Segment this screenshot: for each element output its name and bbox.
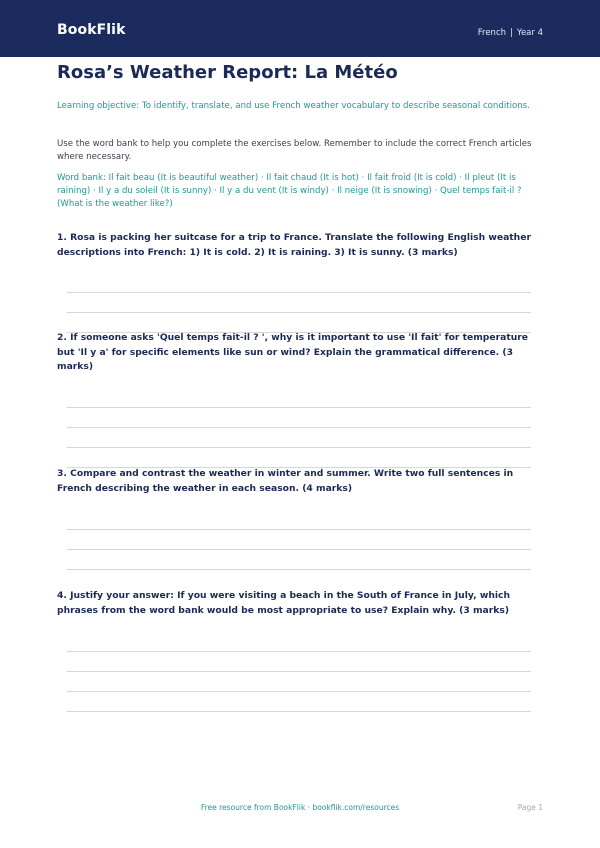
word-bank: Word bank: Il fait beau (It is beautiful weather) · Il fait chaud (It is hot) · Il fait froid (It is cold) · Il pleut (It is raining) · Il y a du soleil (It is sunny) · Il y a du vent (It is windy) · Il neige (It is snowing) · Quel temps fait-il ? (What is the weather like?) xyxy=(57,173,522,209)
instructions-text: Use the word bank to help you complete the exercises below. Remember to include the correct French articles where necessary. xyxy=(57,139,532,162)
answer-line[interactable] xyxy=(67,427,531,428)
year-label: Year 4 xyxy=(516,28,543,38)
separator: | xyxy=(510,28,513,38)
question-2: 2. If someone asks 'Quel temps fait-il ? ', why is it important to use 'Il fait' for temperature but 'Il y a' for specific elements like sun or wind? Explain the grammatical difference. (3 marks) xyxy=(57,332,529,372)
brand-logo[interactable]: BookFlik xyxy=(57,22,126,38)
answer-line[interactable] xyxy=(67,529,531,530)
footer-resource-link[interactable]: Free resource from BookFlik · bookflik.com/resources xyxy=(200,803,400,812)
answer-line[interactable] xyxy=(67,691,531,692)
answer-line[interactable] xyxy=(67,711,531,712)
page-number: Page 1 xyxy=(517,803,543,812)
subject-year-label xyxy=(478,28,543,38)
page-header xyxy=(0,0,600,57)
answer-line[interactable] xyxy=(67,569,531,570)
answer-line[interactable] xyxy=(67,292,531,293)
question-3: 3. Compare and contrast the weather in winter and summer. Write two full sentences in French describing the weather in each season. (4 marks) xyxy=(57,468,514,494)
answer-line[interactable] xyxy=(67,447,531,448)
answer-line[interactable] xyxy=(67,312,531,313)
learning-objective: Learning objective: To identify, translate, and use French weather vocabulary to describe seasonal conditions. xyxy=(57,101,530,111)
page-title: Rosa’s Weather Report: La Météo xyxy=(57,62,398,83)
question-4: 4. Justify your answer: If you were visiting a beach in the South of France in July, which phrases from the word bank would be most appropriate to use? Explain why. (3 marks) xyxy=(57,590,510,616)
subject-label: French xyxy=(477,28,507,38)
question-1: 1. Rosa is packing her suitcase for a trip to France. Translate the following English weather descriptions into French: 1) It is cold. 2) It is raining. 3) It is sunny. (3 marks) xyxy=(57,232,531,258)
answer-line[interactable] xyxy=(67,407,531,408)
answer-line[interactable] xyxy=(67,651,531,652)
answer-line[interactable] xyxy=(67,549,531,550)
answer-line[interactable] xyxy=(67,671,531,672)
